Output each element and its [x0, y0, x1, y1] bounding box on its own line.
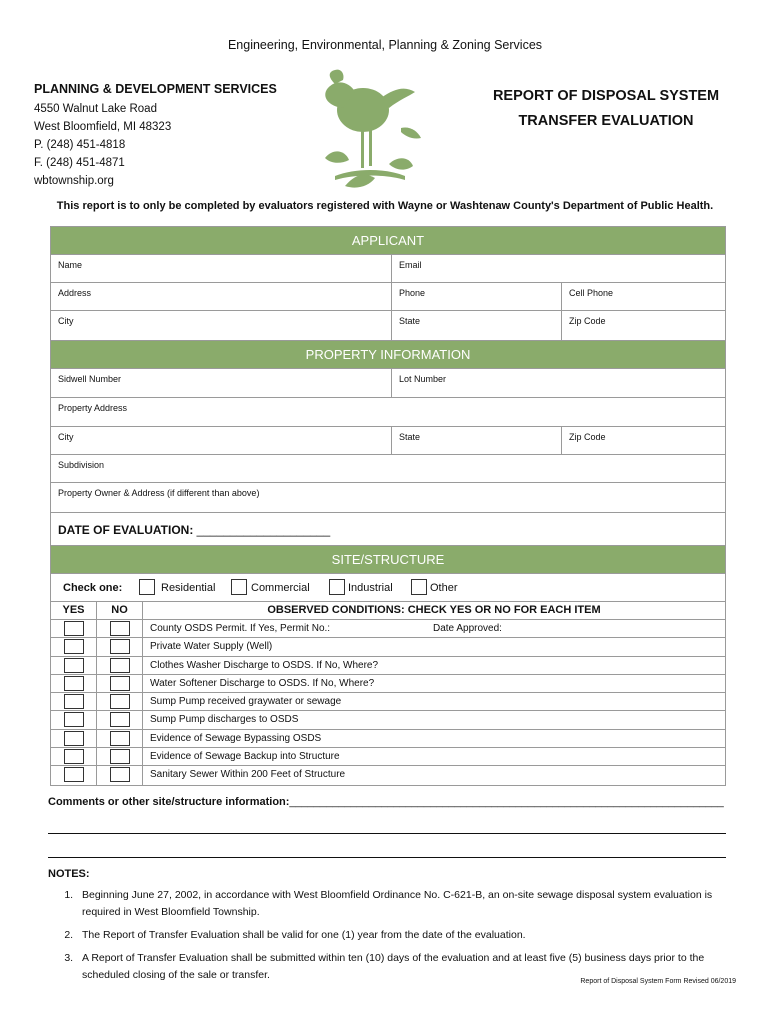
form-title	[486, 84, 726, 134]
condition-label	[143, 620, 725, 637]
applicant-address-field[interactable]: Address	[58, 288, 92, 298]
condition-label: Clothes Washer Discharge to OSDS. If No, Where?	[150, 659, 379, 671]
residential-checkbox[interactable]	[139, 579, 155, 595]
no-column-header: NO	[97, 602, 143, 619]
applicant-email-field[interactable]: Email	[391, 255, 725, 282]
applicant-zip-field[interactable]: Zip Code	[561, 311, 725, 340]
org-phone: P. (248) 451-4818	[34, 139, 126, 151]
no-cell	[97, 657, 143, 674]
applicant-city-field[interactable]: City	[58, 316, 74, 326]
applicant-cell-phone-field[interactable]: Cell Phone	[561, 283, 725, 310]
form-revision-footer: Report of Disposal System Form Revised 06/2019	[580, 978, 736, 985]
no-cell	[97, 620, 143, 637]
yes-checkbox[interactable]	[64, 749, 84, 764]
subdivision-field[interactable]: Subdivision	[58, 460, 105, 470]
yes-checkbox[interactable]	[64, 676, 84, 691]
condition-text: County OSDS Permit. If Yes, Permit No.:	[150, 623, 331, 634]
yes-cell	[51, 730, 97, 747]
no-cell	[97, 675, 143, 692]
no-cell	[97, 711, 143, 728]
yes-checkbox[interactable]	[64, 658, 84, 673]
condition-label: Evidence of Sewage Bypassing OSDS	[150, 732, 322, 744]
org-address-1: 4550 Walnut Lake Road	[34, 103, 157, 115]
property-state-field[interactable]: State	[391, 427, 561, 454]
condition-label: Evidence of Sewage Backup into Structure	[150, 751, 340, 763]
industrial-label: Industrial	[348, 581, 393, 594]
yes-cell	[51, 675, 97, 692]
yes-checkbox[interactable]	[64, 712, 84, 727]
no-checkbox[interactable]	[110, 621, 130, 636]
no-checkbox[interactable]	[110, 694, 130, 709]
table-row	[51, 620, 725, 638]
table-row	[51, 675, 725, 693]
department-heading: Engineering, Environmental, Planning & Zoning Services	[227, 38, 543, 52]
applicant-phone-field[interactable]: Phone	[391, 283, 561, 310]
date-of-evaluation-input[interactable]: ____________________	[196, 523, 331, 537]
property-row-4	[51, 455, 725, 483]
observed-conditions-header: OBSERVED CONDITIONS: CHECK YES OR NO FOR EACH ITEM	[267, 604, 601, 616]
no-checkbox[interactable]	[110, 676, 130, 691]
heron-logo-icon	[305, 68, 435, 193]
list-item: 3. A Report of Transfer Evaluation shall be submitted within ten (10) days of the evaluation and at least five (5) business days prior to the scheduled closing of the sale or transfer.	[76, 950, 738, 984]
site-structure-section-header: SITE/STRUCTURE	[51, 546, 725, 574]
table-row	[51, 748, 725, 766]
yes-cell	[51, 711, 97, 728]
no-cell	[97, 748, 143, 765]
no-cell	[97, 730, 143, 747]
yes-cell	[51, 638, 97, 655]
yes-checkbox[interactable]	[64, 621, 84, 636]
no-cell	[97, 766, 143, 784]
comments-blank-line[interactable]	[48, 857, 726, 858]
property-row-5	[51, 483, 725, 513]
property-owner-field[interactable]: Property Owner & Address (if different than above)	[58, 488, 260, 498]
table-row	[51, 693, 725, 711]
date-of-evaluation-label: DATE OF EVALUATION:	[58, 523, 194, 537]
observed-conditions-table	[51, 602, 725, 785]
org-name: PLANNING & DEVELOPMENT SERVICES	[34, 82, 277, 96]
yes-cell	[51, 748, 97, 765]
condition-label: Sanitary Sewer Within 200 Feet of Structure	[150, 769, 346, 781]
sidwell-number-field[interactable]: Sidwell Number	[58, 374, 122, 384]
yes-checkbox[interactable]	[64, 731, 84, 746]
list-item: 2. The Report of Transfer Evaluation shall be valid for one (1) year from the date of the evaluation.	[76, 927, 738, 944]
applicant-name-field[interactable]: Name	[58, 260, 83, 270]
structure-type-row	[51, 574, 725, 602]
condition-label: Private Water Supply (Well)	[150, 641, 273, 653]
applicant-row-1	[51, 255, 725, 283]
comments-line: _______________________________________________________________________	[289, 796, 724, 808]
org-fax: F. (248) 451-4871	[34, 157, 125, 169]
yes-cell	[51, 620, 97, 637]
commercial-checkbox[interactable]	[231, 579, 247, 595]
yes-cell	[51, 657, 97, 674]
condition-label: Water Softener Discharge to OSDS. If No, Where?	[150, 677, 375, 689]
no-checkbox[interactable]	[110, 712, 130, 727]
applicant-row-3	[51, 311, 725, 341]
form-title-line-1: REPORT OF DISPOSAL SYSTEM	[492, 88, 720, 104]
date-of-evaluation	[51, 513, 725, 546]
commercial-label: Commercial	[251, 581, 310, 594]
property-row-3	[51, 427, 725, 455]
comments-field[interactable]	[48, 796, 728, 808]
table-row	[51, 730, 725, 748]
notes-section	[48, 866, 738, 990]
table-row	[51, 711, 725, 729]
form-title-line-2: TRANSFER EVALUATION	[518, 113, 694, 129]
evaluation-form	[50, 226, 726, 786]
applicant-section-header: APPLICANT	[51, 227, 725, 255]
org-website: wbtownship.org	[34, 175, 114, 187]
table-row	[51, 657, 725, 675]
applicant-row-2	[51, 283, 725, 311]
condition-label: Sump Pump discharges to OSDS	[150, 714, 299, 726]
property-zip-field[interactable]: Zip Code	[561, 427, 725, 454]
no-checkbox[interactable]	[110, 658, 130, 673]
yes-cell	[51, 693, 97, 710]
property-section-header: PROPERTY INFORMATION	[51, 341, 725, 369]
property-row-2	[51, 398, 725, 427]
comments-label: Comments or other site/structure information:	[48, 796, 290, 808]
notes-list	[48, 887, 738, 984]
property-row-1	[51, 369, 725, 398]
check-one-label: Check one:	[63, 581, 123, 594]
org-address-2: West Bloomfield, MI 48323	[34, 121, 172, 133]
table-row	[51, 638, 725, 656]
yes-checkbox[interactable]	[64, 767, 84, 782]
yes-checkbox[interactable]	[64, 639, 84, 654]
date-approved-label: Date Approved:	[433, 623, 502, 634]
table-row	[51, 766, 725, 784]
no-checkbox[interactable]	[110, 639, 130, 654]
yes-column-header: YES	[51, 602, 97, 619]
no-checkbox[interactable]	[110, 731, 130, 746]
list-item: 1. Beginning June 27, 2002, in accordance with West Bloomfield Ordinance No. C-621-B, an on-site sewage disposal system evaluation is required in West Bloomfield Township.	[76, 887, 738, 921]
registration-notice: This report is to only be completed by evaluators registered with Wayne or Washtenaw County's Department of Public Health.	[56, 200, 714, 212]
other-label: Other	[430, 581, 458, 594]
yes-checkbox[interactable]	[64, 694, 84, 709]
industrial-checkbox[interactable]	[329, 579, 345, 595]
property-city-field[interactable]: City	[58, 432, 74, 442]
observed-conditions-header-row	[51, 602, 725, 620]
org-block	[34, 80, 277, 190]
yes-cell	[51, 766, 97, 784]
notes-title: NOTES:	[48, 868, 90, 880]
no-cell	[97, 638, 143, 655]
no-checkbox[interactable]	[110, 767, 130, 782]
applicant-state-field[interactable]: State	[391, 311, 561, 340]
no-cell	[97, 693, 143, 710]
lot-number-field[interactable]: Lot Number	[391, 369, 725, 397]
other-checkbox[interactable]	[411, 579, 427, 595]
no-checkbox[interactable]	[110, 749, 130, 764]
comments-blank-line[interactable]	[48, 833, 726, 834]
condition-label: Sump Pump received graywater or sewage	[150, 696, 342, 708]
property-address-field[interactable]: Property Address	[58, 403, 128, 413]
residential-label: Residential	[161, 581, 216, 594]
